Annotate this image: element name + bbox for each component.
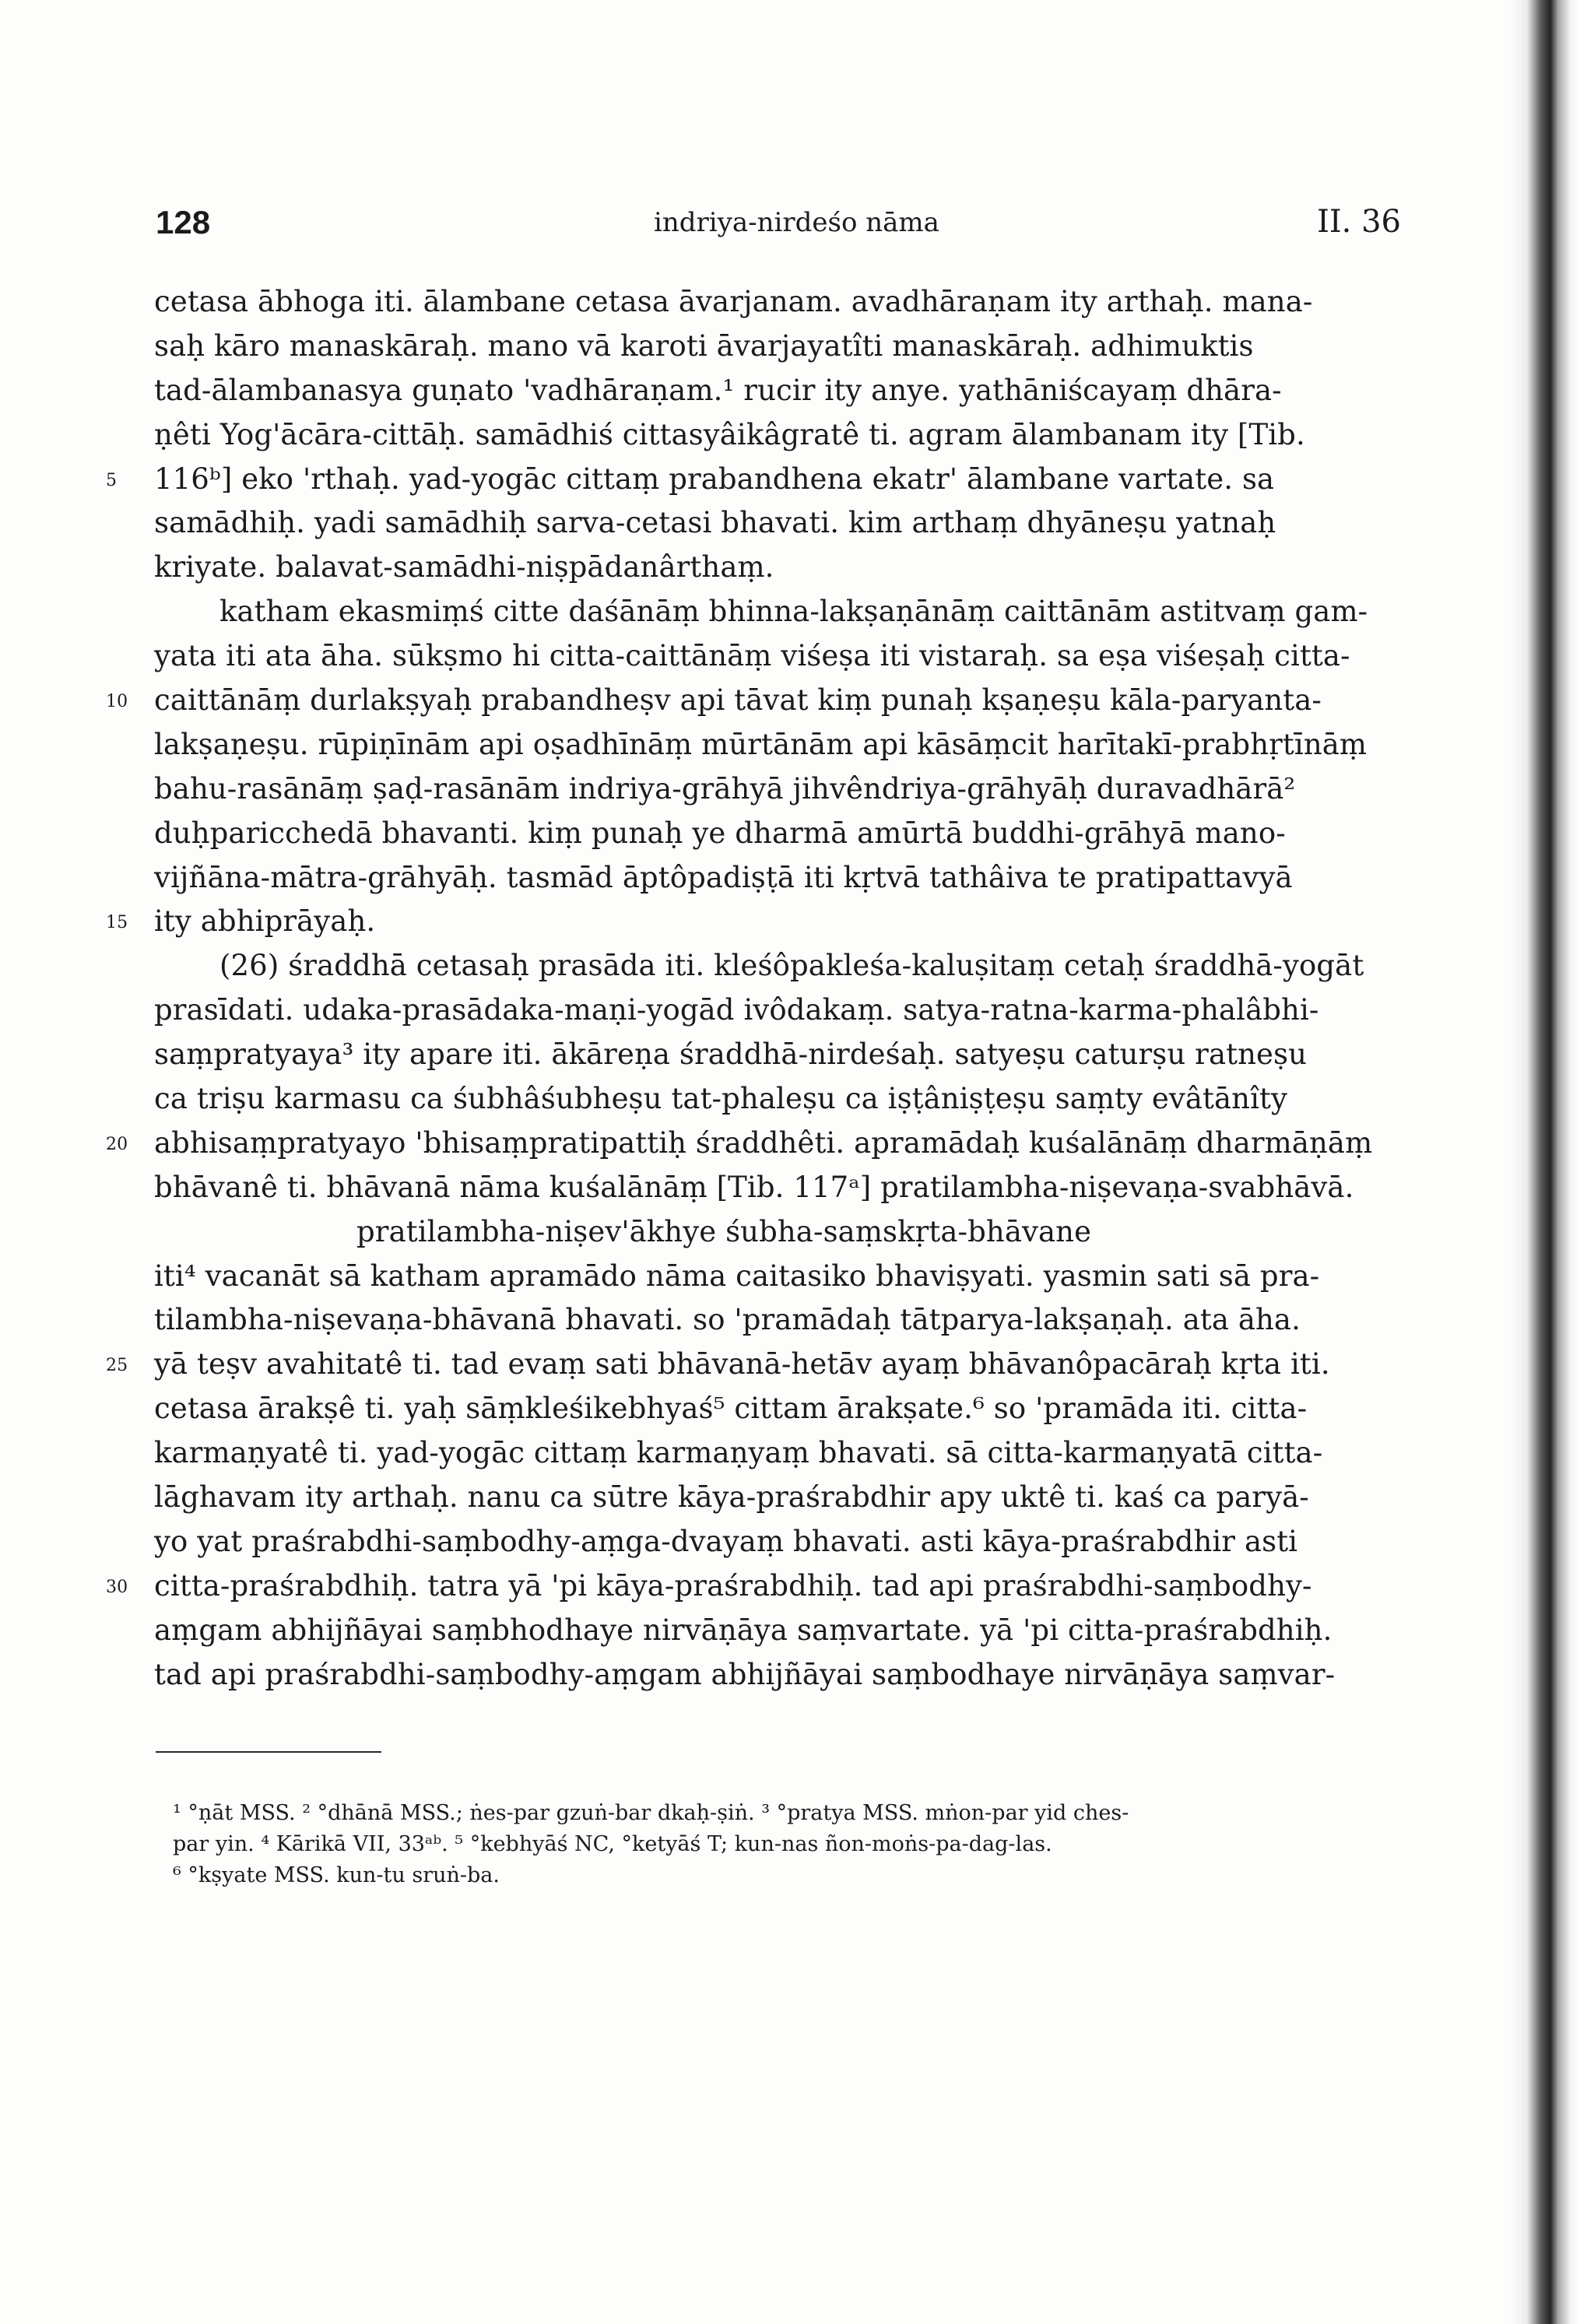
line-number: 10 bbox=[106, 692, 128, 712]
text-line bbox=[154, 812, 1399, 856]
line-text: kriyate. balavat-samādhi-niṣpādanârthaṃ. bbox=[154, 550, 774, 585]
line-text: (26) śraddhā cetasaḥ prasāda iti. kleśôpakleśa-kaluṣitaṃ cetaḥ śraddhā-yogāt bbox=[219, 949, 1364, 983]
line-text: katham ekasmiṃś citte daśānāṃ bhinna-lakṣaṇānāṃ caittānām astitvaṃ gam- bbox=[219, 595, 1368, 629]
text-line bbox=[106, 458, 1399, 502]
footnote-rule bbox=[156, 1751, 381, 1753]
text-line bbox=[106, 900, 1399, 944]
text-line bbox=[154, 501, 1399, 546]
line-text: prasīdati. udaka-prasādaka-maṇi-yogād ivôdakaṃ. satya-ratna-karma-phalâbhi- bbox=[154, 993, 1319, 1027]
text-line bbox=[154, 988, 1399, 1033]
text-line bbox=[154, 1431, 1399, 1476]
text-line bbox=[154, 856, 1399, 900]
line-text: abhisaṃpratyayo 'bhisaṃpratipattiḥ śraddhêti. apramādaḥ kuśalānāṃ dharmāṇāṃ bbox=[154, 1125, 1373, 1160]
text-line bbox=[154, 723, 1399, 767]
line-text: citta-praśrabdhiḥ. tatra yā 'pi kāya-praśrabdhiḥ. tad api praśrabdhi-saṃbodhy- bbox=[154, 1568, 1312, 1603]
text-line bbox=[154, 1298, 1399, 1343]
text-line bbox=[154, 1077, 1399, 1122]
line-text: karmaṇyatê ti. yad-yogāc cittaṃ karmaṇyaṃ bhavati. sā citta-karmaṇyatā citta- bbox=[154, 1436, 1323, 1470]
text-line bbox=[154, 1609, 1399, 1653]
footnote-line: ¹ °ṇāt MSS. ² °dhānā MSS.; ṅes-par gzuṅ-bar dkaḥ-ṣiṅ. ³ °pratya MSS. mṅon-par yid ches- bbox=[173, 1801, 1129, 1825]
text-line bbox=[154, 634, 1399, 679]
book-gutter-shadow bbox=[1510, 0, 1580, 2324]
line-text: ity abhiprāyaḥ. bbox=[154, 904, 376, 939]
text-line bbox=[154, 944, 1399, 988]
line-text: cetasa ārakṣê ti. yaḥ sāṃkleśikebhyaś⁵ cittam ārakṣate.⁶ so 'pramāda iti. citta- bbox=[154, 1392, 1308, 1426]
line-text: lāghavam ity arthaḥ. nanu ca sūtre kāya-praśrabdhir apy uktê ti. kaś ca paryā- bbox=[154, 1480, 1309, 1515]
line-text: pratilambha-niṣev'ākhye śubha-saṃskṛta-bhāvane bbox=[356, 1214, 1092, 1248]
body-text bbox=[106, 280, 1399, 1697]
line-text: yata iti ata āha. sūkṣmo hi citta-caittānāṃ viśeṣa iti vistaraḥ. sa eṣa viśeṣaḥ citta- bbox=[154, 639, 1350, 673]
line-text: ca triṣu karmasu ca śubhâśubheṣu tat-phaleṣu ca iṣṭâniṣṭeṣu saṃty evâtānîty bbox=[154, 1082, 1287, 1116]
text-line bbox=[106, 1343, 1399, 1387]
text-line bbox=[106, 679, 1399, 723]
line-text: lakṣaṇeṣu. rūpiṇīnām api oṣadhīnāṃ mūrtānām api kāsāṃcit harītakī-prabhṛtīnāṃ bbox=[154, 727, 1368, 761]
line-number: 30 bbox=[106, 1577, 128, 1597]
text-line bbox=[106, 1564, 1399, 1609]
line-text: ṇêti Yog'ācāra-cittāḥ. samādhiś cittasyâikâgratê ti. agram ālambanam ity [Tib. bbox=[154, 417, 1305, 451]
footnote-line: ⁶ °kṣyate MSS. kun-tu sruṅ-ba. bbox=[173, 1863, 500, 1887]
line-text: 116ᵇ] eko 'rthaḥ. yad-yogāc cittaṃ prabandhena ekatr' ālambane vartate. sa bbox=[154, 462, 1275, 496]
line-text: tilambha-niṣevaṇa-bhāvanā bhavati. so 'pramādaḥ tātparya-lakṣaṇaḥ. ata āha. bbox=[154, 1303, 1301, 1337]
footnote-line: par yin. ⁴ Kārikā VII, 33ᵃᵇ. ⁵ °kebhyāś NC, °ketyāś T; kun-nas ñon-moṅs-pa-dag-las. bbox=[173, 1832, 1052, 1856]
line-text: vijñāna-mātra-grāhyāḥ. tasmād āptôpadiṣṭā iti kṛtvā tathâiva te pratipattavyā bbox=[154, 860, 1293, 894]
page-number: 128 bbox=[156, 204, 211, 240]
line-text: iti⁴ vacanāt sā katham apramādo nāma caitasiko bhaviṣyati. yasmin sati sā pra- bbox=[154, 1259, 1320, 1293]
line-text: duḥparicchedā bhavanti. kiṃ punaḥ ye dharmā amūrtā buddhi-grāhyā mano- bbox=[154, 816, 1286, 850]
line-number: 25 bbox=[106, 1356, 128, 1376]
line-text: tad api praśrabdhi-saṃbodhy-aṃgam abhijñāyai saṃbodhaye nirvāṇāya saṃvar- bbox=[154, 1657, 1336, 1691]
footnotes bbox=[173, 1798, 1387, 1891]
text-line bbox=[154, 413, 1399, 458]
line-text: saṃpratyaya³ ity apare iti. ākāreṇa śraddhā-nirdeśaḥ. satyeṣu caturṣu ratneṣu bbox=[154, 1037, 1308, 1072]
text-line bbox=[154, 1210, 1399, 1255]
text-line bbox=[154, 325, 1399, 369]
text-line bbox=[154, 369, 1399, 413]
line-text: tad-ālambanasya guṇato 'vadhāraṇam.¹ rucir ity anye. yathāniścayaṃ dhāra- bbox=[154, 373, 1282, 407]
line-text: yā teṣv avahitatê ti. tad evaṃ sati bhāvanā-hetāv ayaṃ bhāvanôpacāraḥ kṛta iti. bbox=[154, 1347, 1330, 1381]
text-line bbox=[154, 590, 1399, 634]
text-line bbox=[154, 1653, 1399, 1697]
line-text: aṃgam abhijñāyai saṃbhodhaye nirvāṇāya saṃvartate. yā 'pi citta-praśrabdhiḥ. bbox=[154, 1613, 1332, 1647]
chapter-title: indriya-nirdeśo nāma bbox=[654, 207, 939, 238]
line-number: 15 bbox=[106, 913, 128, 933]
line-text: bhāvanê ti. bhāvanā nāma kuśalānāṃ [Tib. 117ᵃ] pratilambha-niṣevaṇa-svabhāvā. bbox=[154, 1170, 1354, 1204]
line-text: saḥ kāro manaskāraḥ. mano vā karoti āvarjayatîti manaskāraḥ. adhimuktis bbox=[154, 328, 1254, 363]
text-line bbox=[154, 280, 1399, 325]
line-text: bahu-rasānāṃ ṣaḍ-rasānām indriya-grāhyā jihvêndriya-grāhyāḥ duravadhārā² bbox=[154, 771, 1296, 806]
line-text: cetasa ābhoga iti. ālambane cetasa āvarjanam. avadhāraṇam ity arthaḥ. mana- bbox=[154, 285, 1313, 318]
text-line bbox=[154, 1255, 1399, 1299]
line-text: caittānāṃ durlakṣyaḥ prabandheṣv api tāvat kiṃ punaḥ kṣaṇeṣu kāla-paryanta- bbox=[154, 683, 1322, 718]
text-line bbox=[154, 1476, 1399, 1520]
text-line bbox=[106, 1122, 1399, 1166]
section-reference: II. 36 bbox=[1317, 204, 1401, 240]
line-text: yo yat praśrabdhi-saṃbodhy-aṃga-dvayaṃ bhavati. asti kāya-praśrabdhir asti bbox=[154, 1524, 1298, 1558]
line-number: 5 bbox=[106, 470, 118, 490]
text-line bbox=[154, 1520, 1399, 1564]
line-number: 20 bbox=[106, 1134, 128, 1154]
text-line bbox=[154, 1166, 1399, 1210]
text-line bbox=[154, 767, 1399, 812]
text-line bbox=[154, 1387, 1399, 1431]
text-line bbox=[154, 1033, 1399, 1077]
line-text: samādhiḥ. yadi samādhiḥ sarva-cetasi bhavati. kim arthaṃ dhyāneṣu yatnaḥ bbox=[154, 506, 1276, 540]
running-head bbox=[156, 204, 1401, 251]
text-line bbox=[154, 546, 1399, 590]
